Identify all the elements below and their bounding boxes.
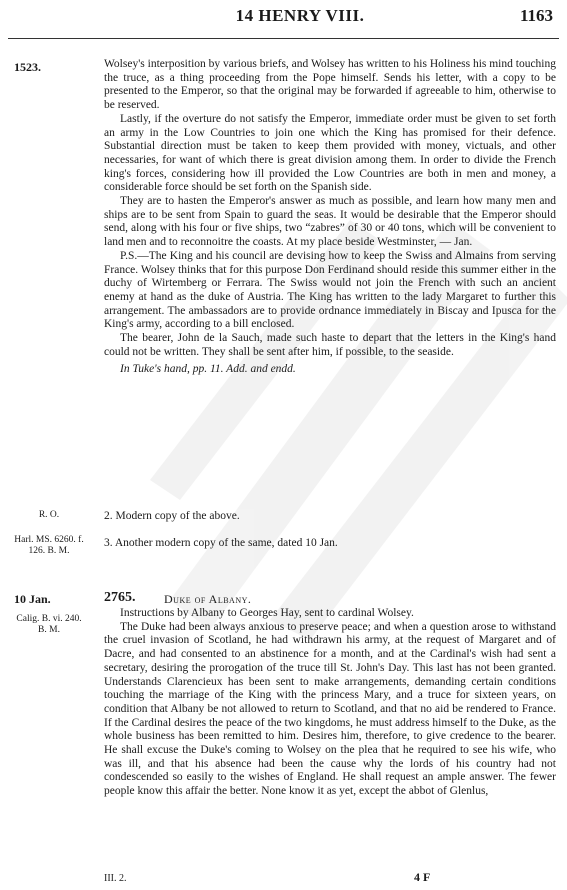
- page-number: 1163: [519, 6, 553, 25]
- copy-item: 2. Modern copy of the above.: [104, 510, 240, 522]
- copy-side-ref: R. O.: [38, 510, 60, 520]
- running-title: 14 HENRY VIII.: [235, 6, 365, 25]
- entry-name: Duke of Albany.: [164, 592, 252, 606]
- entry-number: 2765.: [104, 590, 136, 605]
- letter-paragraph: They are to hasten the Emperor's answer as much as possible, and learn how many men and ships are to be sent from Spain to guard the seas. It would be desirable that the Emperor should send, along with his four or five ships, two “zabres” of 30 or 40 tons, which will be convenient to land men and to reconnoitre the coasts. At my place beside Westminster, — Jan.: [104, 195, 556, 249]
- footer-signature: III. 2.: [104, 873, 127, 884]
- letter-paragraph: The bearer, John de la Sauch, made such haste to depart that the letters in the King's hand could not be written. They shall be sent after him, if possible, to the seaside.: [104, 332, 556, 358]
- letter-body: [104, 58, 556, 377]
- letter-paragraph: Lastly, if the overture do not satisfy the Emperor, immediate order must be given to set forth an army in the Low Countries to join one which the King has promised for their defence. Substantial direction must be taken to keep them provided with money, victuals, and other necessaries, for want of which there is great division among them. In order to divide the French king's forces, considering how ill provided the Low Countries are both in men and money, a considerable force should be set forth on the Spanish side.: [104, 112, 556, 194]
- header-rule: [8, 38, 559, 39]
- entry-body: [104, 607, 556, 799]
- copy-item: 3. Another modern copy of the same, dated 10 Jan.: [104, 537, 338, 549]
- entry-paragraph: The Duke had been always anxious to preserve peace; and when a question arose to withstand the cruel invasion of Scotland, he had withdrawn his army, at the request of Margaret and of Dacre, and had consented to an abstinence for a month, and at the Cardinal's wish had sent a secretary, desiring the prorogation of the truce till St. John's Day. This last has not been granted. Understands Clarencieux has been sent to make arrangements, demanding certain conditions touching the marriage of the King with the princess Mary, and a truce for sixteen years, on condition that Albany be not allowed to return to Scotland, and that no aid be rendered to France. If the Cardinal desires the peace of the two kingdoms, he must address himself to the Duke, as the whole business has been remitted to him. Desires him, therefore, to give credence to the bearer. He shall excuse the Duke's coming to Wolsey on the plea that he required to see his wife, who was ill, and that his absence had been the cause why the lords of his country had not condescended so easily to the wishes of England. He shall request an ample answer. The fewer people know this affair the better. None know it as yet, except the abbot of Glenlus,: [104, 620, 556, 798]
- source-note: In Tuke's hand, pp. 11. Add. and endd.: [120, 363, 296, 376]
- margin-year: 1523.: [14, 60, 41, 74]
- entry-side-ref: Calig. B. vi. 240. B. M.: [16, 614, 82, 635]
- letter-paragraph: P.S.—The King and his council are devising how to keep the Swiss and Almains from serving France. Wolsey thinks that for this purpose Don Ferdinand should reside this summer either in the duchy of Wirtemberg or Ferrara. The Swiss would not join the French with such an ancient enemy at hand as the duke of Austria. The King has written to the lady Margaret to further this arrangement. The ambassadors are to provide ordnance immediately in Biscay and Ipusca for the King's army, according to a bill enclosed.: [104, 249, 556, 331]
- entry-date: 10 Jan.: [14, 592, 51, 606]
- copy-side-ref: Harl. MS. 6260. f. 126. B. M.: [14, 535, 84, 556]
- letter-paragraph: Wolsey's interposition by various briefs, and Wolsey has written to his Holiness his mind touching the truce, as a thing proceeding from the Pope himself. Sends his letter, with a copy to be presented to the Emperor, so that the original may be forwarded if agreeable to him, otherwise to be reserved.: [104, 58, 556, 112]
- entry-paragraph: Instructions by Albany to Georges Hay, sent to cardinal Wolsey.: [120, 607, 414, 619]
- footer-sheet: 4 F: [414, 870, 431, 884]
- running-head: [0, 6, 567, 34]
